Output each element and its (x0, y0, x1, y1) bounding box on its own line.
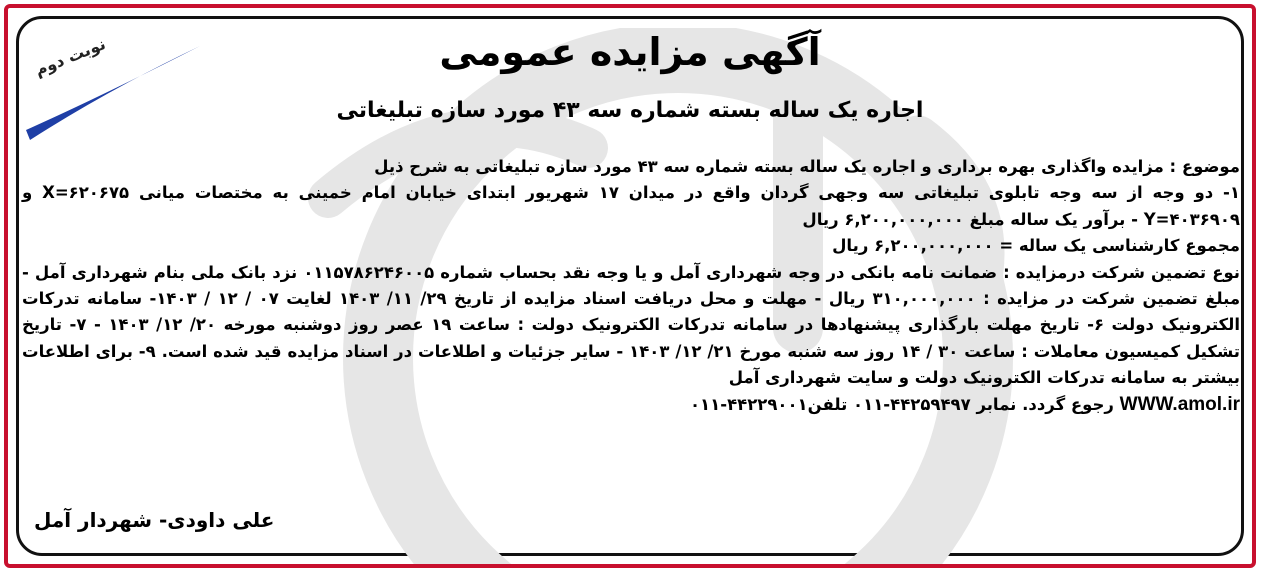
details-paragraph: نوع تضمین شرکت درمزایده : ضمانت نامه بانکی در وجه شهرداری آمل و یا وجه نقد بحساب شماره ۰۱۱۵۷۸۶۲۴۶۰۰۵ نزد بانک ملی بنام شهرداری آمل - مبلغ تضمین شرکت در مزایده : ۳۱۰,۰۰۰,۰۰۰ ریال - مهلت و محل دریافت اسناد مزایده از تاریخ ۲۹/ ۱۱/ ۱۴۰۳ لغایت ۰۷ / ۱۲ / ۱۴۰۳- سامانه تدرکات الکترونیک دولت ۶- تاریخ مهلت بارگذاری پیشنهادها در سامانه تدرکات الکترونیک دولت : ساعت ۱۹ عصر روز دوشنبه مورخه ۲۰/ ۱۲/ ۱۴۰۳ - ۷- تاریخ تشکیل کمیسیون معاملات : ساعت ۳۰ / ۱۴ روز سه شنبه مورخ ۲۱/ ۱۲/ ۱۴۰۳ - سایر جزئیات و اطلاعات در اسناد مزایده قید شده است. ۹- برای اطلاعات بیشتر به سامانه تدرکات الکترونیک دولت و سایت شهرداری آمل (22, 262, 1241, 388)
contact-text: رجوع گردد. نمابر ۴۴۲۵۹۴۹۷-۰۱۱ تلفن۴۴۲۲۹۰۰۱-۰۱۱ (689, 394, 1114, 414)
item-1-line: ۱- دو وجه از سه وجه تابلوی تبلیغاتی سه وجهی گردان واقع در میدان ۱۷ شهریور ابتدای خیابان امام خمینی به مختصات میانی X=۶۲۰۶۷۵ و Y=۴۰۳۶۹۰۹ - برآور یک ساله مبلغ ۶,۲۰۰,۰۰۰,۰۰۰ ریال (22, 183, 1240, 229)
total-line: مجموع کارشناسی یک ساله = ۶,۲۰۰,۰۰۰,۰۰۰ ریال (832, 236, 1240, 256)
website-link[interactable]: WWW.amol.ir (1119, 393, 1240, 415)
contact-line (22, 392, 1240, 418)
page-subtitle: اجاره یک ساله بسته شماره سه ۴۳ مورد سازه تبلیغاتی (336, 98, 924, 123)
subject-line: موضوع : مزایده واگذاری بهره برداری و اجاره یک ساله بسته شماره سه ۴۳ مورد سازه تبلیغاتی به شرح ذیل (374, 157, 1240, 176)
page-title: آگهی مزایده عمومی (439, 30, 821, 74)
outer-frame (4, 4, 1256, 568)
edition-badge-text: نوبت دوم (32, 34, 109, 80)
notice-body (22, 154, 1240, 418)
signature: علی داودی- شهردار آمل (34, 508, 275, 532)
